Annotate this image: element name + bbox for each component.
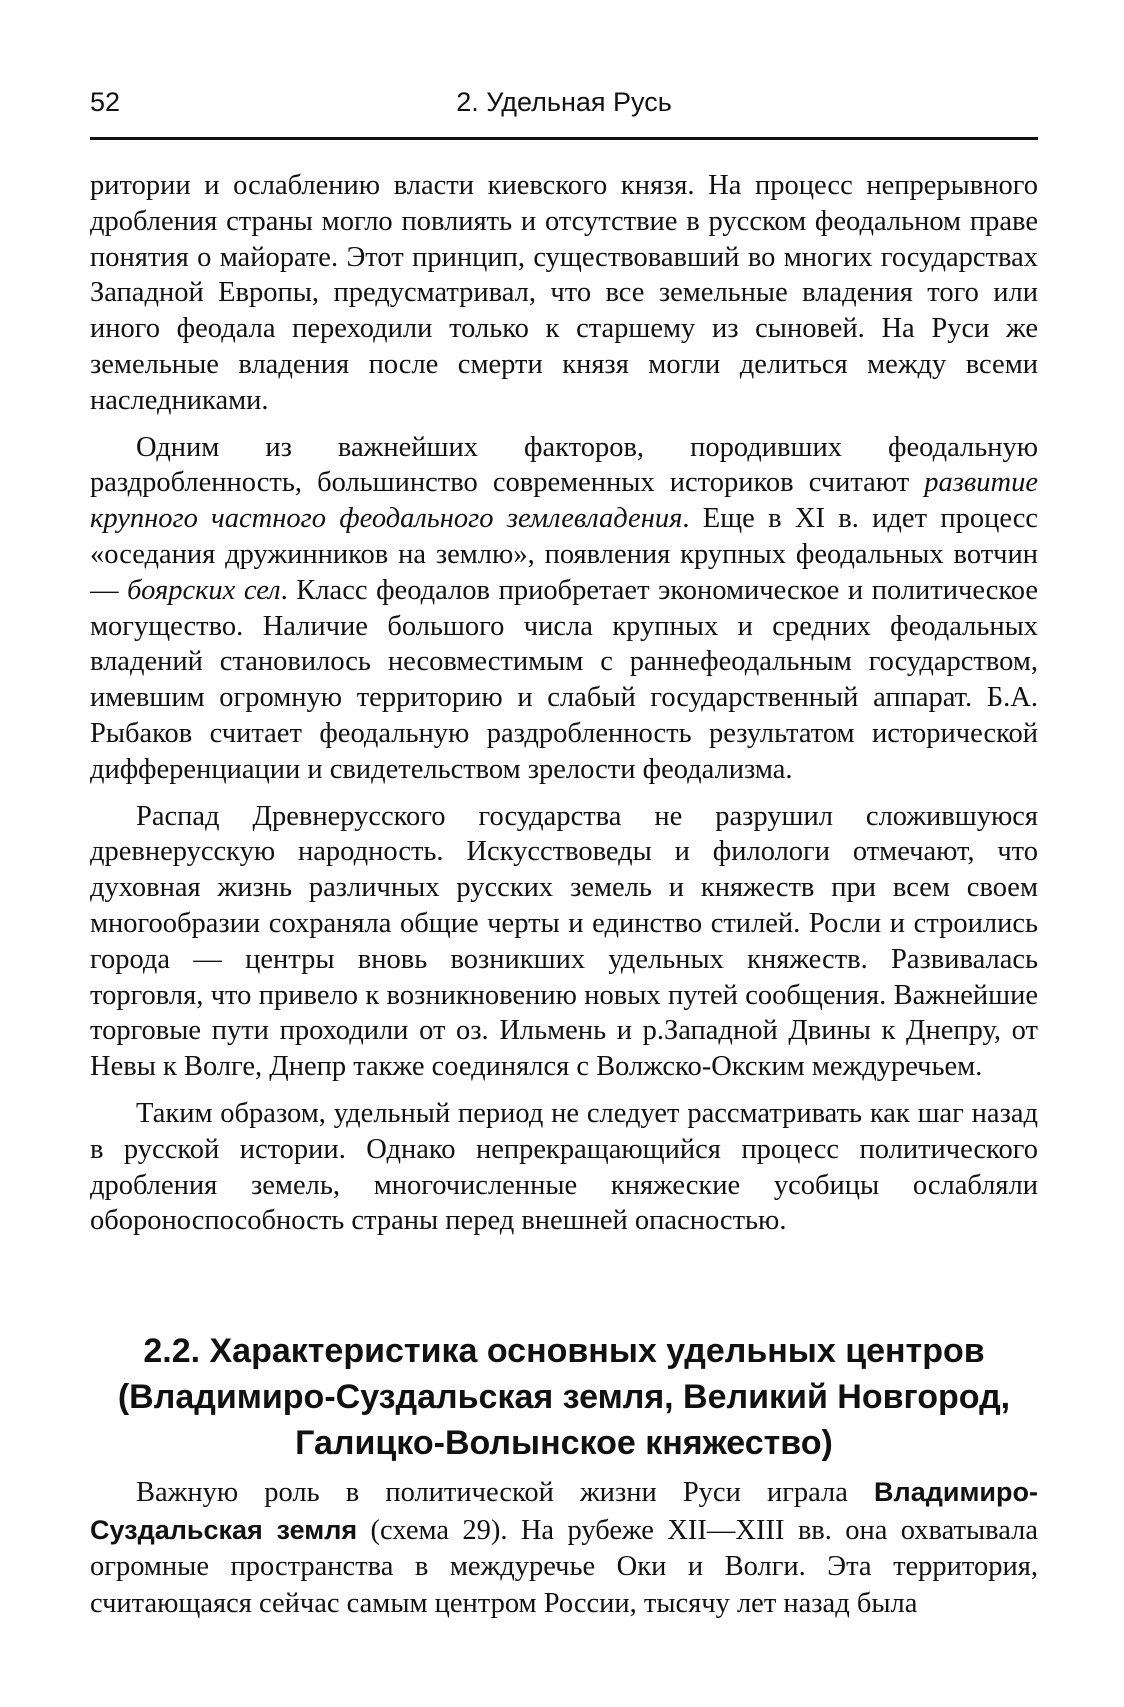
paragraph-text: Распад Древнерусского государства не разрушил сложившуюся древнерусскую народность. Искусствоведы и филологи отмечают, что духовная жизнь различных русских земель и княжеств при всем своем многообразии сохраняла общие черты и единство стилей. Росли и строились города — центры вновь возникших удельных княжеств. Развивалась торговля, что привело к возникновению новых путей сообщения. Важнейшие торговые пути проходили от оз. Ильмень и р.Западной Двины к Днепру, от Невы к Волге, Днепр также соединялся с Волжско-Окским междуречьем. [90, 800, 1038, 1083]
bold-term: Владимиро-Суздальская земля [90, 1477, 1038, 1545]
paragraph-nationality [90, 799, 1038, 1085]
section-heading [90, 1328, 1038, 1466]
paragraph-text: . Класс феодалов приобретает экономическое и политическое могущество. Наличие большого числа крупных и средних феодальных владений становилось несовместимым с раннефеодальным государством, имевшим огромную территорию и слабый государственный аппарат. Б.А. Рыбаков считает феодальную раздробленность результатом исторической дифференциации и свидетельством зрелости феодализма. [90, 574, 1039, 785]
paragraph-conclusion [90, 1096, 1038, 1239]
paragraph-text: Одним из важнейших факторов, породивших феодальную раздробленность, большинство современных историков считают [90, 431, 1038, 499]
main-text [90, 168, 1038, 1250]
emphasis-text: боярских сел [127, 574, 281, 606]
paragraph-text: (схема 29). На рубеже XII—XIII вв. она охватывала огромные пространства в междуречье Оки и Волги. Эта территория, считающаяся сейчас самым центром России, тысячу лет назад была [90, 1514, 1039, 1619]
chapter-title: 2. Удельная Русь [456, 87, 672, 117]
paragraph-text: Таким образом, удельный период не следует рассматривать как шаг назад в русской истории. Однако непрекращающийся процесс политического дробления земель, многочисленные княжеские усобицы ослабляли обороноспособность страны перед внешней опасностью. [90, 1097, 1038, 1237]
running-head [90, 82, 1038, 122]
emphasis-text: развитие крупного частного феодального землевладения [90, 467, 1038, 535]
section-heading-line: (Владимиро-Суздальская земля, Великий Новгород, [117, 1378, 1011, 1416]
paragraph-text: ритории и ослаблению власти киевского князя. На процесс непрерывного дробления страны могло повлиять и отсутствие в русском феодальном праве понятия о майорате. Этот принцип, существовавший во многих государствах Западной Европы, предусматривал, что все земельные владения того или иного феодала переходили только к старшему из сыновей. На Руси же земельные владения после смерти князя могли делиться между всеми наследниками. [90, 170, 1038, 416]
paragraph-text: Важную роль в политической жизни Руси играла [136, 1477, 875, 1508]
section-heading-line: Галицко-Волынское княжество) [295, 1424, 833, 1462]
header-rule [90, 137, 1038, 140]
paragraph-vladimir-suzdal [90, 1474, 1038, 1622]
paragraph-text: . Еще в XI в. идет процесс «оседания дружинников на землю», появления крупных феодальных вотчин — [90, 503, 1038, 606]
paragraph-factors [90, 430, 1038, 788]
paragraph-continuation [90, 168, 1038, 419]
page-number: 52 [90, 87, 121, 117]
section-text [90, 1474, 1038, 1622]
section-heading-line: 2.2. Характеристика основных удельных центров [143, 1332, 985, 1370]
